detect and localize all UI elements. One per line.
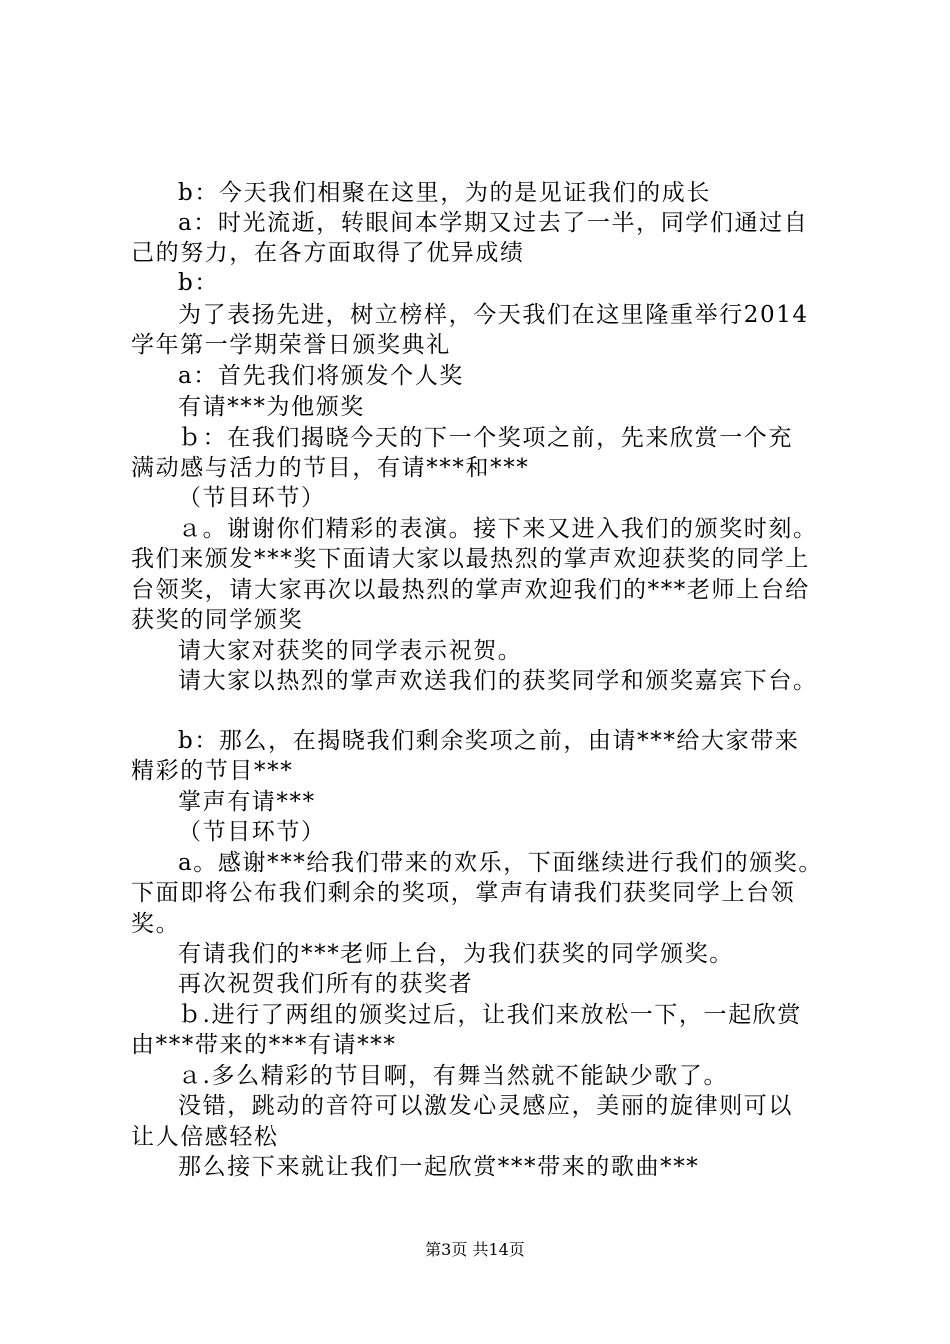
paragraph-line: 台领奖，请大家再次以最热烈的掌声欢迎我们的***老师上台给 — [131, 577, 810, 603]
paragraph-line: a。感谢***给我们带来的欢乐，下面继续进行我们的颁奖。 — [178, 850, 824, 876]
paragraph-line: （节目环节） — [178, 485, 326, 511]
paragraph-line: 请大家对获奖的同学表示祝贺。 — [178, 638, 523, 664]
paragraph-line: 下面即将公布我们剩余的奖项，掌声有请我们获奖同学上台领 — [131, 880, 796, 906]
page-number-footer: 第3页 共14页 — [425, 1240, 525, 1259]
paragraph-line: 再次祝贺我们所有的获奖者 — [178, 971, 474, 997]
paragraph-line: 没错，跳动的音符可以激发心灵感应，美丽的旋律则可以 — [178, 1093, 793, 1119]
paragraph-line: 学年第一学期荣誉日颁奖典礼 — [131, 332, 451, 358]
paragraph-line: 有请我们的***老师上台，为我们获奖的同学颁奖。 — [178, 941, 734, 967]
paragraph-line: 为了表扬先进，树立榜样，今天我们在这里隆重举行2014 — [178, 302, 809, 328]
paragraph-line: 掌声有请*** — [178, 789, 316, 815]
paragraph-line: ａ。谢谢你们精彩的表演。接下来又进入我们的颁奖时刻。 — [178, 516, 818, 542]
paragraph-line: 请大家以热烈的掌声欢送我们的获奖同学和颁奖嘉宾下台。 — [178, 668, 818, 694]
paragraph-line: 获奖的同学颁奖 — [131, 607, 304, 633]
paragraph-line: ａ.多么精彩的节目啊，有舞当然就不能缺少歌了。 — [178, 1063, 729, 1089]
paragraph-line: 己的努力，在各方面取得了优异成绩 — [131, 240, 525, 266]
paragraph-line: ｂ：在我们揭晓今天的下一个奖项之前，先来欣赏一个充 — [178, 425, 793, 451]
paragraph-line: b：今天我们相聚在这里，为的是见证我们的成长 — [178, 180, 711, 206]
paragraph-line: 那么接下来就让我们一起欣赏***带来的歌曲*** — [178, 1154, 700, 1180]
paragraph-line: 奖。 — [131, 911, 181, 937]
paragraph-line: a：首先我们将颁发个人奖 — [178, 363, 464, 389]
paragraph-line: a：时光流逝，转眼间本学期又过去了一半，同学们通过自 — [178, 210, 809, 236]
paragraph-line: 精彩的节目*** — [131, 758, 294, 784]
paragraph-line: 满动感与活力的节目，有请***和*** — [131, 455, 530, 481]
paragraph-line: 我们来颁发***奖下面请大家以最热烈的掌声欢迎获奖的同学上 — [131, 546, 810, 572]
paragraph-line: b：那么，在揭晓我们剩余奖项之前，由请***给大家带来 — [178, 728, 800, 754]
paragraph-line: （节目环节） — [178, 819, 326, 845]
paragraph-line: b： — [178, 270, 219, 296]
paragraph-line: 让人倍感轻松 — [131, 1124, 279, 1150]
paragraph-line: ｂ.进行了两组的颁奖过后，让我们来放松一下，一起欣赏 — [178, 1002, 802, 1028]
paragraph-line: 有请***为他颁奖 — [178, 394, 365, 420]
paragraph-line: 由***带来的***有请*** — [131, 1032, 397, 1058]
